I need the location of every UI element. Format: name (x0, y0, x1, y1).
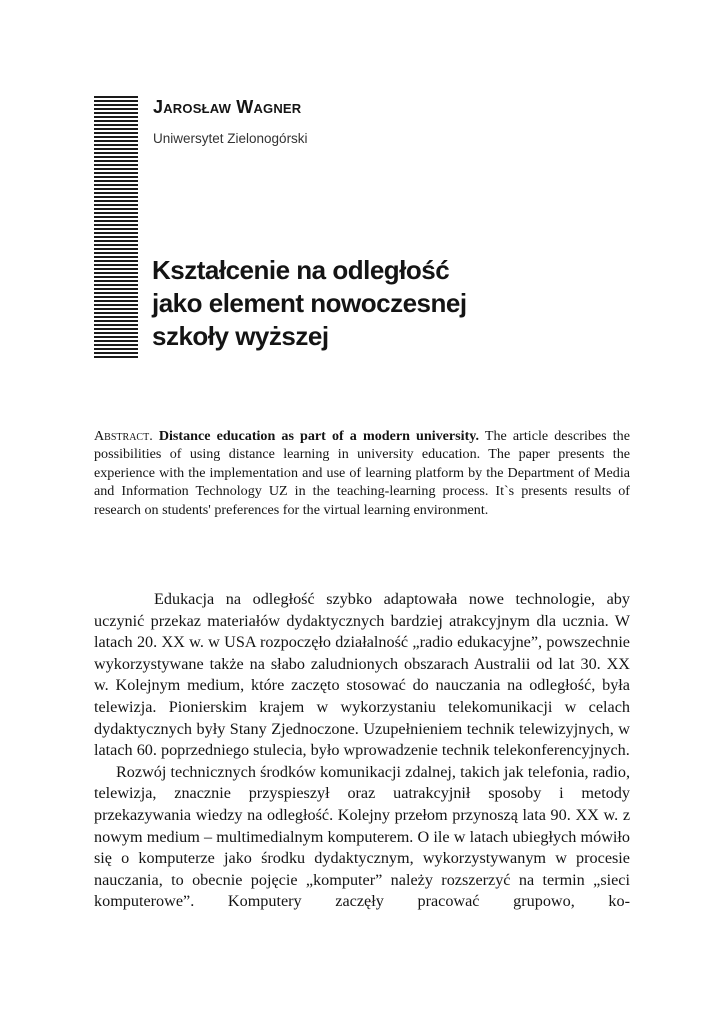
article-body (94, 589, 630, 935)
abstract-title: Distance education as part of a modern university. (158, 428, 480, 444)
body-paragraph-text: Rozwój technicznych środków komunikacji zdalnej, takich jak telefonia, radio, telewizja, znacznie przyspieszył oraz uatrakcyjnił sposoby i metody przekazywania wiedzy na odległość. Kolejny przełom przynoszą lata 90. XX w. z nowym medium – multimedialnym komputerem. O ile w latach ubiegłych mówiło się o komputerze jako środku dydaktycznym, wykorzystywanym w procesie nauczania, to obecnie pojęcie „komputer” należy rozszerzyć na termin „sieci komputerowe”. Komputery zaczęły pracować grupowo, ko- (94, 762, 630, 911)
article-title (152, 254, 467, 353)
body-paragraph (94, 762, 630, 935)
abstract-text: The article describes the possibilities of using distance learning in university education. The paper presents the experience with the implementation and use of learning platform by the Department of Media and Information Technology UZ in the teaching-learning process. It`s presents results of research on students' preferences for the virtual learning environment. (94, 428, 630, 518)
body-paragraph: Edukacja na odległość szybko adaptowała nowe technologie, aby uczynić przekaz materiałów dydaktycznych bardziej atrakcyjnym dla ucznia. W latach 20. XX w. w USA rozpoczęło działalność „radio edukacyjne”, powszechnie wykorzystywane także na słabo zaludnionych obszarach Australii od lat 30. XX w. Kolejnym medium, które zaczęto stosować do nauczania na odległość, była telewizja. Pionierskim krajem w wykorzystaniu telekomunikacji w celach dydaktycznych były Stany Zjednoczone. Uzupełnieniem technik telewizyjnych, w latach 60. poprzedniego stulecia, było wprowadzenie technik telekonferencyjnych. (94, 590, 630, 760)
abstract (94, 427, 630, 519)
decorative-stripe-block (94, 96, 138, 358)
author-name: Jarosław Wagner (153, 97, 302, 117)
abstract-label: Abstract. (94, 428, 153, 444)
title-line: jako element nowoczesnej (152, 288, 467, 318)
title-line: Kształcenie na odległość (152, 255, 450, 285)
title-line: szkoły wyższej (152, 321, 329, 351)
author-affiliation: Uniwersytet Zielonogórski (153, 131, 308, 146)
